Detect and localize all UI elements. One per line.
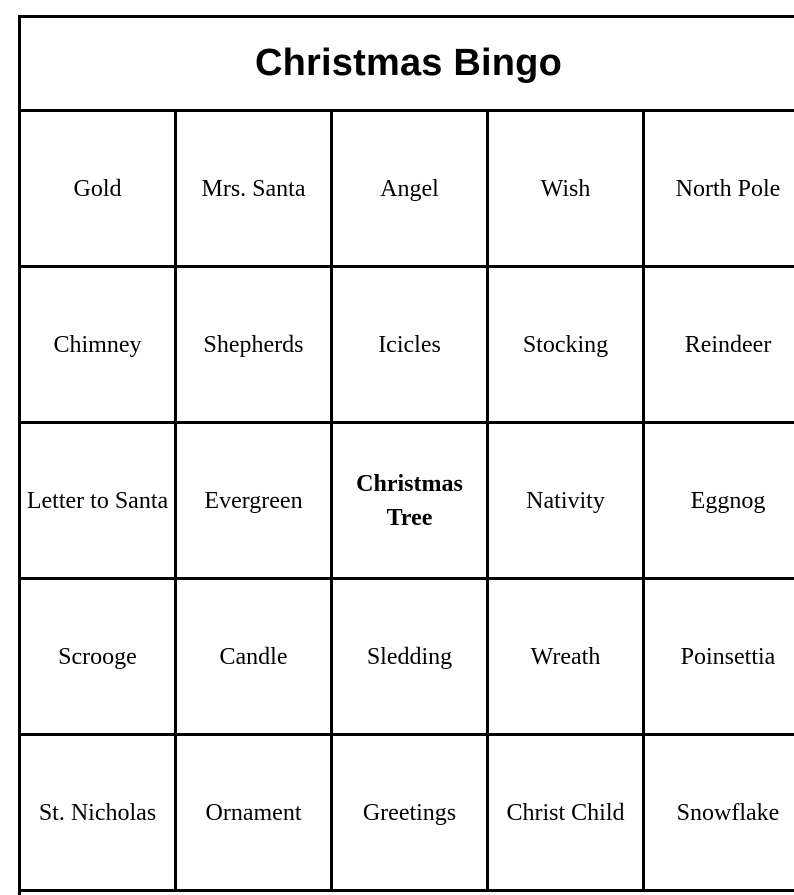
bingo-cell: Scrooge — [21, 580, 177, 736]
bingo-cell: Sledding — [333, 580, 489, 736]
bingo-cell: Greetings — [333, 736, 489, 892]
bingo-cell: Ornament — [177, 736, 333, 892]
bingo-cell: Poinsettia — [645, 580, 794, 736]
bingo-cell: Eggnog — [645, 424, 794, 580]
bingo-cell: Snowflake — [645, 736, 794, 892]
bingo-cell: Icicles — [333, 268, 489, 424]
bingo-cell: Mrs. Santa — [177, 112, 333, 268]
bingo-cell: Letter to Santa — [21, 424, 177, 580]
page-title: Christmas Bingo — [254, 42, 563, 84]
bingo-grid — [21, 112, 794, 892]
free-space-cell: Christmas Tree — [333, 424, 489, 580]
bingo-cell: Wish — [489, 112, 645, 268]
bingo-cell: Reindeer — [645, 268, 794, 424]
bingo-cell: Candle — [177, 580, 333, 736]
bingo-cell: Gold — [21, 112, 177, 268]
bingo-cell: Nativity — [489, 424, 645, 580]
bingo-cell: Christ Child — [489, 736, 645, 892]
bingo-cell: Chimney — [21, 268, 177, 424]
bingo-cell: Stocking — [489, 268, 645, 424]
bingo-cell: North Pole — [645, 112, 794, 268]
title-row — [21, 18, 794, 112]
bingo-cell: Shepherds — [177, 268, 333, 424]
bingo-cell: Angel — [333, 112, 489, 268]
bingo-card — [18, 15, 794, 895]
bingo-cell: Evergreen — [177, 424, 333, 580]
bingo-cell: Wreath — [489, 580, 645, 736]
bingo-cell: St. Nicholas — [21, 736, 177, 892]
